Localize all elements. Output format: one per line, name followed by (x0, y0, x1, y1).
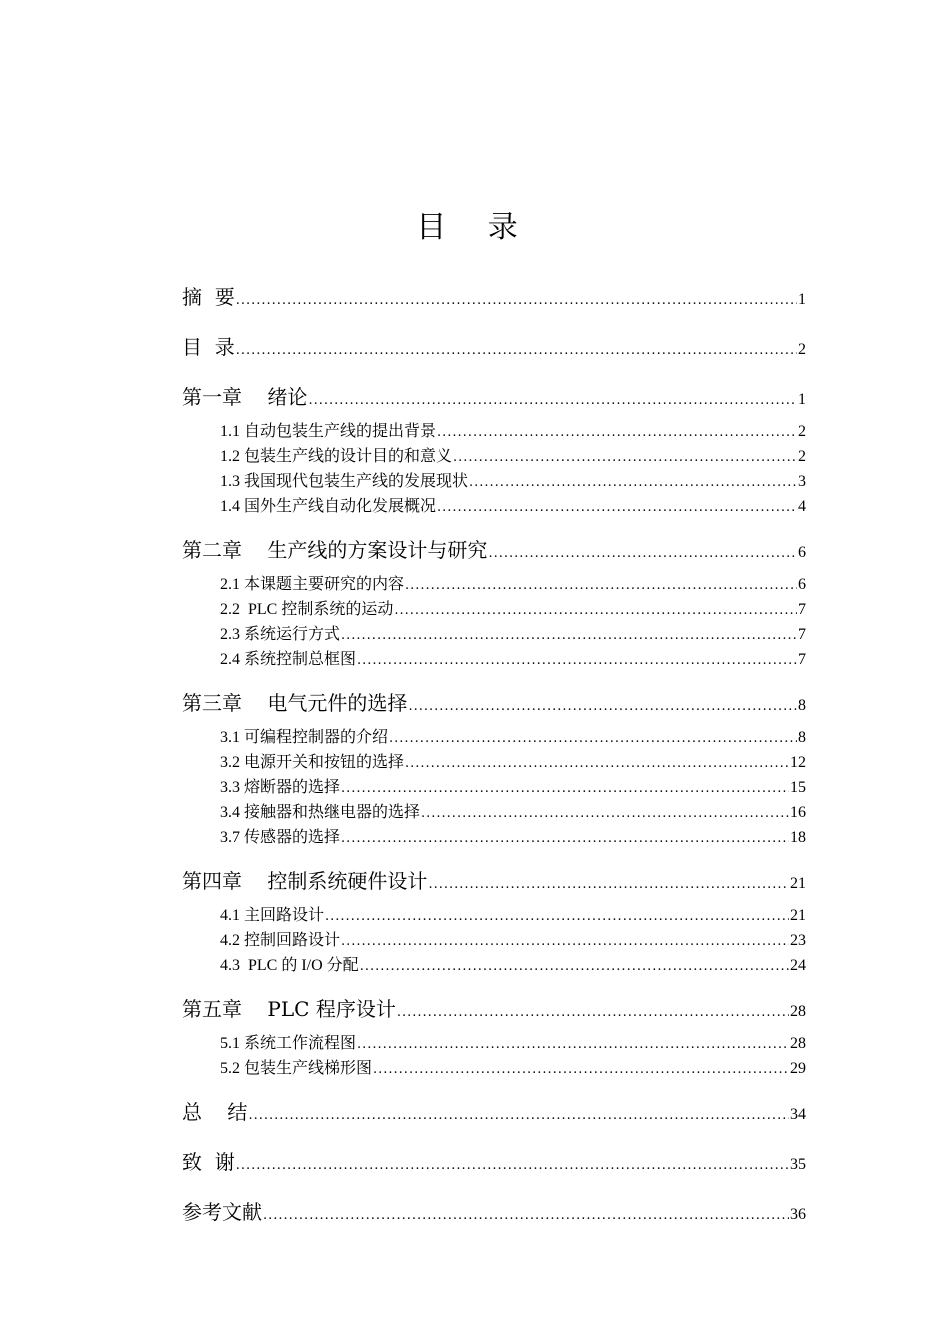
toc-entry-page: 36 (790, 1206, 806, 1223)
toc-entry-label: 2.3 系统运行方式 (220, 626, 341, 643)
toc-entry-label: 4.3 PLC 的 I/O 分配 (220, 957, 359, 974)
toc-entry-label: 4.2 控制回路设计 (220, 932, 341, 949)
toc-leader-dots (405, 579, 797, 592)
toc-entry-page: 2 (798, 341, 806, 358)
toc-entry-label: 5.1 系统工作流程图 (220, 1035, 357, 1052)
toc-entry-label: 1.2 包装生产线的设计目的和意义 (220, 448, 453, 465)
toc-leader-dots (341, 832, 789, 845)
toc-entry-contents[interactable] (182, 330, 806, 380)
toc-leader-dots (325, 910, 789, 923)
toc-leader-dots (421, 807, 789, 820)
toc-entry-section[interactable] (220, 825, 806, 864)
toc-entry-page: 35 (790, 1156, 806, 1173)
toc-leader-dots (236, 344, 797, 357)
toc-entry-section[interactable] (220, 1056, 806, 1095)
toc-leader-dots (469, 476, 797, 489)
toc-entry-page: 21 (790, 875, 806, 892)
toc-entry-label: 第二章 生产线的方案设计与研究 (182, 538, 488, 562)
toc-entry-label: 1.3 我国现代包装生产线的发展现状 (220, 473, 469, 490)
toc-leader-dots (236, 294, 797, 307)
toc-entry-section[interactable] (220, 647, 806, 686)
toc-entry-chapter-5[interactable] (182, 992, 806, 1031)
toc-entry-section[interactable] (220, 469, 806, 494)
toc-entry-references[interactable] (182, 1195, 806, 1245)
toc-leader-dots (408, 700, 797, 713)
toc-leader-dots (389, 732, 797, 745)
toc-entry-page: 6 (798, 544, 806, 561)
toc-entry-page: 7 (798, 626, 806, 643)
toc-leader-dots (397, 1006, 789, 1019)
toc-entry-page: 3 (798, 473, 806, 490)
toc-entry-page: 8 (798, 697, 806, 714)
toc-entry-page: 8 (798, 729, 806, 746)
toc-entry-section[interactable] (220, 953, 806, 992)
toc-entry-abstract[interactable] (182, 280, 806, 330)
toc-entry-label: 3.2 电源开关和按钮的选择 (220, 754, 405, 771)
toc-leader-dots (488, 547, 797, 560)
toc-entry-page: 21 (790, 907, 806, 924)
toc-entry-label: 3.1 可编程控制器的介绍 (220, 729, 389, 746)
toc-entry-chapter-1[interactable] (182, 380, 806, 419)
toc-entry-section[interactable] (220, 572, 806, 597)
toc-entry-label: 第三章 电气元件的选择 (182, 691, 408, 715)
toc-entry-section[interactable] (220, 597, 806, 622)
toc-entry-page: 4 (798, 498, 806, 515)
toc-entry-label: 目 录 (182, 335, 235, 359)
toc-entry-section[interactable] (220, 725, 806, 750)
toc-entry-conclusion[interactable] (182, 1095, 806, 1145)
toc-entry-section[interactable] (220, 494, 806, 533)
toc-entry-page: 2 (798, 423, 806, 440)
toc-entry-label: 参考文献 (182, 1200, 262, 1224)
toc-leader-dots (236, 1159, 789, 1172)
toc-entry-page: 16 (790, 804, 806, 821)
toc-entry-label: 1.1 自动包装生产线的提出背景 (220, 423, 437, 440)
toc-entry-page: 1 (798, 391, 806, 408)
toc-leader-dots (437, 426, 797, 439)
toc-entry-label: 第五章 PLC 程序设计 (182, 997, 396, 1021)
toc-entry-section[interactable] (220, 622, 806, 647)
toc-entry-label: 3.4 接触器和热继电器的选择 (220, 804, 421, 821)
toc-entry-label: 4.1 主回路设计 (220, 907, 325, 924)
toc-entry-page: 24 (790, 957, 806, 974)
toc-entry-label: 摘 要 (182, 285, 235, 309)
toc-entry-label: 5.2 包装生产线梯形图 (220, 1060, 373, 1077)
toc-entry-section[interactable] (220, 775, 806, 800)
toc-entry-label: 3.7 传感器的选择 (220, 829, 341, 846)
toc-entry-section[interactable] (220, 419, 806, 444)
toc-entry-page: 28 (790, 1003, 806, 1020)
toc-entry-label: 2.1 本课题主要研究的内容 (220, 576, 405, 593)
toc-entry-page: 7 (798, 651, 806, 668)
toc-leader-dots (341, 935, 789, 948)
toc-entry-page: 15 (790, 779, 806, 796)
table-of-contents (182, 280, 806, 1245)
toc-entry-page: 18 (790, 829, 806, 846)
toc-entry-page: 1 (798, 291, 806, 308)
toc-entry-page: 6 (798, 576, 806, 593)
toc-entry-chapter-4[interactable] (182, 864, 806, 903)
toc-leader-dots (248, 1109, 789, 1122)
toc-entry-page: 23 (790, 932, 806, 949)
toc-entry-section[interactable] (220, 1031, 806, 1056)
toc-entry-label: 第一章 绪论 (182, 385, 308, 409)
toc-entry-page: 29 (790, 1060, 806, 1077)
toc-leader-dots (341, 782, 789, 795)
toc-entry-acknowledgements[interactable] (182, 1145, 806, 1195)
toc-entry-section[interactable] (220, 928, 806, 953)
toc-entry-page: 34 (790, 1106, 806, 1123)
toc-entry-page: 12 (790, 754, 806, 771)
toc-leader-dots (405, 757, 789, 770)
toc-leader-dots (357, 654, 797, 667)
toc-entry-page: 7 (798, 601, 806, 618)
toc-leader-dots (428, 878, 789, 891)
toc-leader-dots (308, 394, 797, 407)
toc-entry-section[interactable] (220, 444, 806, 469)
toc-entry-section[interactable] (220, 800, 806, 825)
toc-entry-label: 1.4 国外生产线自动化发展概况 (220, 498, 437, 515)
toc-leader-dots (357, 1038, 789, 1051)
toc-leader-dots (394, 604, 797, 617)
toc-entry-chapter-2[interactable] (182, 533, 806, 572)
toc-leader-dots (341, 629, 797, 642)
toc-entry-page: 28 (790, 1035, 806, 1052)
toc-entry-label: 2.4 系统控制总框图 (220, 651, 357, 668)
toc-entry-label: 第四章 控制系统硬件设计 (182, 869, 428, 893)
toc-leader-dots (373, 1063, 789, 1076)
toc-entry-section[interactable] (220, 750, 806, 775)
toc-entry-chapter-3[interactable] (182, 686, 806, 725)
toc-entry-label: 总 结 (182, 1100, 248, 1124)
toc-leader-dots (437, 501, 797, 514)
toc-entry-label: 致 谢 (182, 1150, 235, 1174)
toc-leader-dots (453, 451, 797, 464)
toc-entry-page: 2 (798, 448, 806, 465)
toc-entry-label: 3.3 熔断器的选择 (220, 779, 341, 796)
toc-entry-section[interactable] (220, 903, 806, 928)
page-title: 目 录 (416, 210, 534, 245)
toc-entry-label: 2.2 PLC 控制系统的运动 (220, 601, 394, 618)
toc-leader-dots (360, 960, 789, 973)
toc-leader-dots (263, 1209, 789, 1222)
